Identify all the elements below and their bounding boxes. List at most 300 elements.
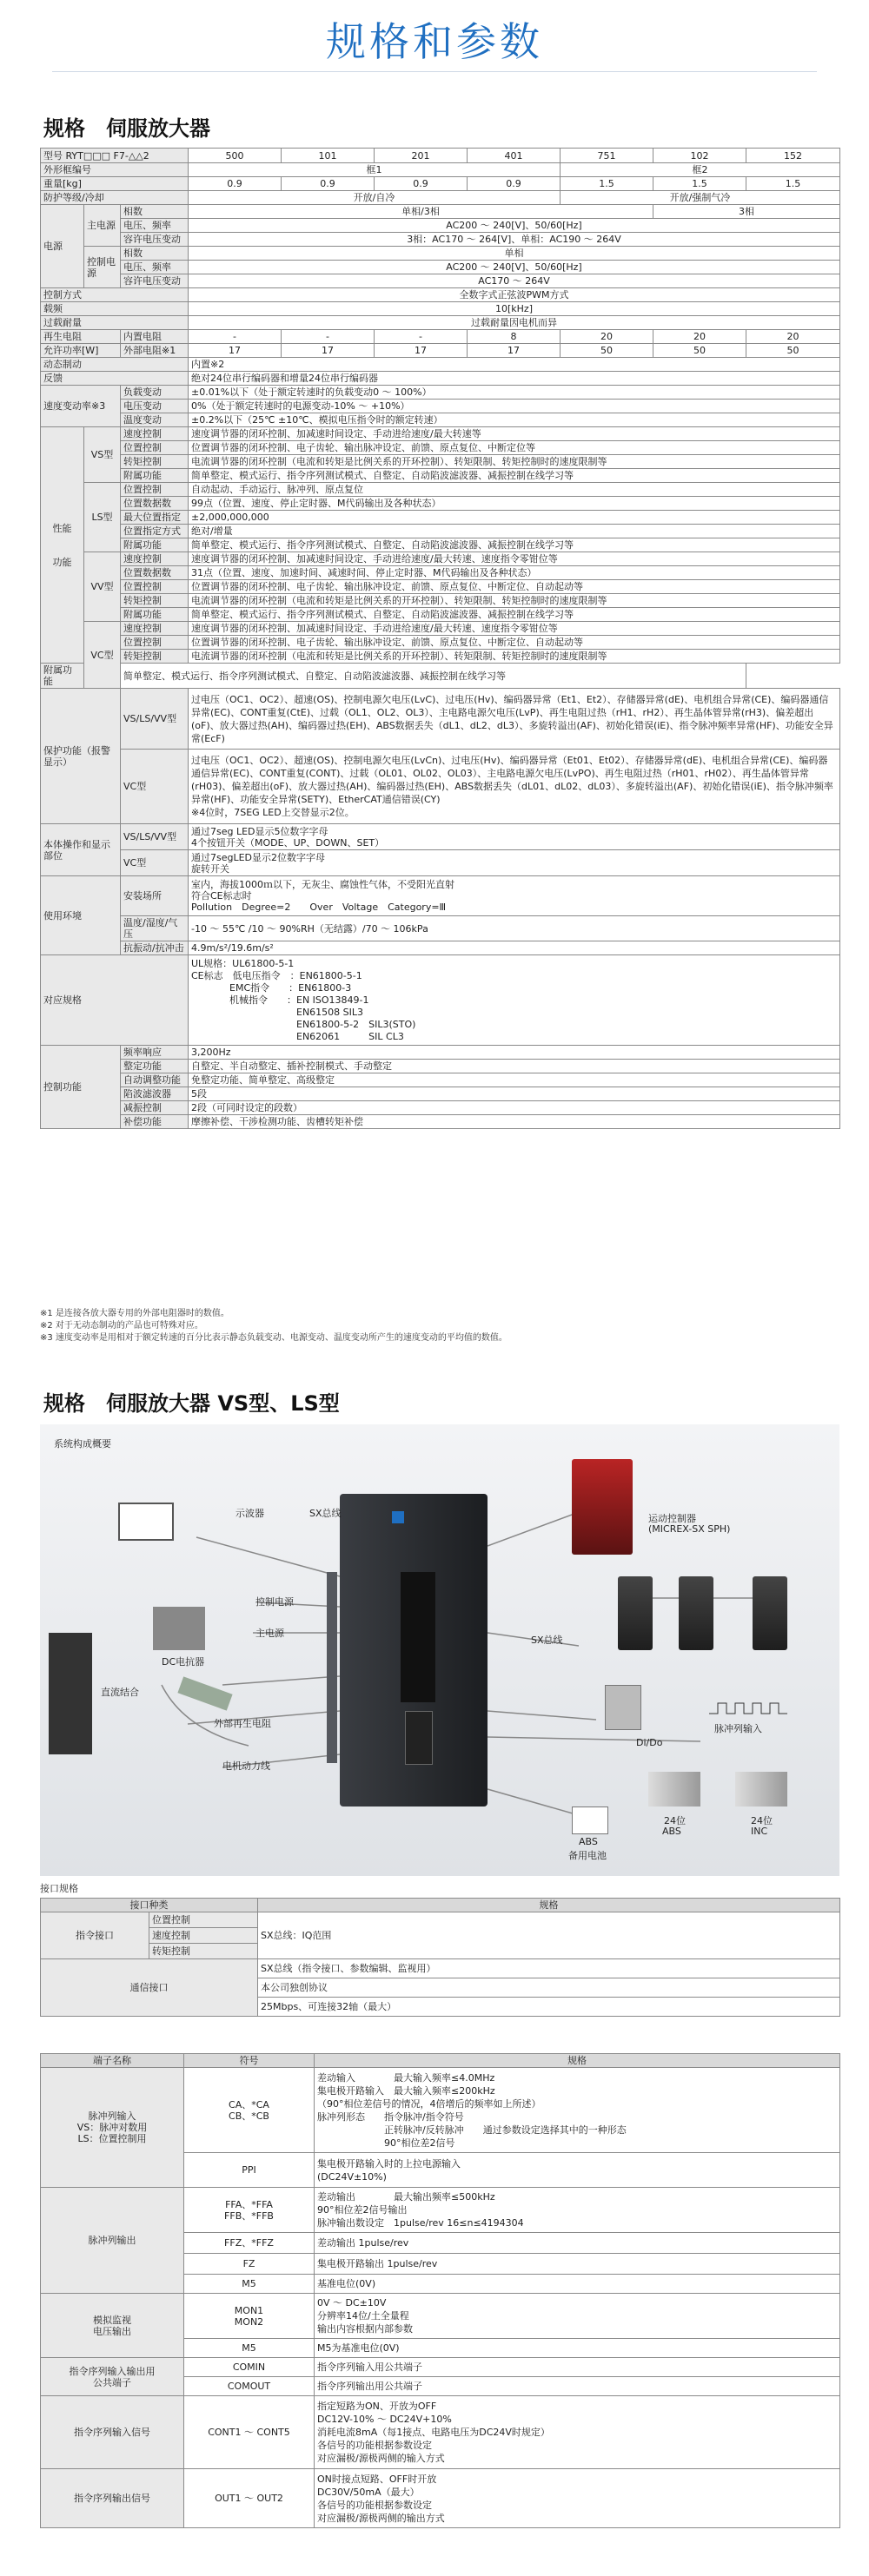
servo-amplifier-image: [340, 1494, 488, 1807]
vv-torque: 电流调节器的闭环控制（电流和转矩是比例关系的开环控制）、转矩限制、转矩控制时的速度限制等: [189, 594, 840, 608]
protect2: 开放/强制气冷: [561, 191, 840, 205]
footnotes: [40, 1308, 839, 1344]
volt-var: 0%（处于额定转速时的电源变动-10% ～ +10%）: [189, 400, 840, 413]
if-pos: 位置控制: [149, 1912, 258, 1928]
mon-line: 输出内容根据内部参数: [317, 2323, 413, 2335]
ctrl-phase: 单相: [189, 247, 840, 261]
mon-spec: [315, 2294, 840, 2339]
inc-motor-image: [735, 1772, 787, 1807]
pulse-in-label: 脉冲列输入 VS：脉冲对数用 LS：位置控制用: [41, 2068, 184, 2188]
regen-int-cell: 20: [561, 330, 653, 344]
main-power-label: 主电源: [84, 205, 121, 247]
m5b-spec: M5为基准电位(0V): [315, 2339, 840, 2358]
footnote: ※2 对于无动态制动的产品也可特殊对应。: [40, 1321, 203, 1331]
model-label: 型号 RYT□□□ F7-△△2: [41, 149, 189, 163]
feedback-label: 反馈: [41, 372, 189, 386]
row-vc-torque: [41, 650, 840, 664]
power-label: 电源: [41, 205, 84, 288]
comm1: SX总线（指令接口、参数编辑、监视用）: [258, 1959, 840, 1978]
row-vs-torque: [41, 455, 840, 469]
analog-label: 模拟监视 电压输出: [41, 2294, 184, 2358]
inc-type: INC: [751, 1826, 768, 1837]
if-speed: 速度控制: [149, 1928, 258, 1944]
footnote: ※3 速度变动率是用相对于额定转速的百分比表示静态负载变动、电源变动、温度变动所产生的速度变动的平均值的数值。: [40, 1333, 507, 1343]
row-auto: [41, 1073, 840, 1087]
temp-label: 温度/湿度/气压: [121, 916, 189, 941]
main-title: 规格和参数: [326, 18, 543, 65]
system-diagram: [40, 1424, 839, 1876]
servo-unit-image: [753, 1576, 787, 1650]
regen-ext-label: 外部电阻※1: [121, 344, 189, 358]
row-prot-vs: [41, 689, 840, 750]
std-line: EMC指令 ：EN61800-3: [191, 981, 352, 994]
std-line: CE标志 低电压指令 ：EN61800-5-1: [191, 969, 362, 981]
out-sym: OUT1 ～ OUT2: [184, 2469, 315, 2528]
regen-ext-cell: 17: [375, 344, 468, 358]
inc-bits: 24位: [751, 1815, 773, 1826]
vs-label: VS型: [84, 427, 121, 483]
vc-label: VC型: [84, 622, 121, 689]
prot-label: 保护功能（报警显示）: [41, 689, 121, 824]
func-label: 功能: [52, 556, 72, 568]
row-vib: [41, 941, 840, 955]
model-401: 401: [468, 149, 561, 163]
ls-data: 99点（位置、速度、停止定时器、M代码输出及各种状态）: [189, 497, 840, 511]
row-ctrl-method: [41, 288, 840, 302]
t-hdr-spec: 规格: [315, 2054, 840, 2068]
std-label: 对应规格: [41, 955, 189, 1046]
freq-label: 频率响应: [121, 1046, 189, 1060]
motor-power-label: 电机动力线: [222, 1760, 270, 1772]
row-disp-vc: [41, 850, 840, 876]
connector-panel: [401, 1572, 435, 1702]
notch-label: 陷波滤波器: [121, 1087, 189, 1101]
t-row-cont: [41, 2396, 840, 2469]
footnote: ※1 是连接各放大器专用的外部电阻器时的数值。: [40, 1309, 229, 1318]
terminal-block: [327, 1572, 337, 1763]
std-line: EN61508 SIL3: [191, 1006, 364, 1018]
ctrl-func-label: 控制功能: [41, 1046, 121, 1129]
row-frame: [41, 163, 840, 177]
t-row-ffa: [41, 2188, 840, 2233]
row-ctrl-volt: [41, 261, 840, 274]
comin-sym: COMIN: [184, 2358, 315, 2377]
seq-in-label: 指令序列输入信号: [41, 2396, 184, 2469]
row-protect: [41, 191, 840, 205]
cmd-if-label: 指令接口: [41, 1912, 149, 1959]
row-regen-int: [41, 330, 840, 344]
oscilloscope-image: [118, 1503, 174, 1541]
servo-unit-image: [679, 1576, 713, 1650]
row-vv-pos: [41, 580, 840, 594]
brand-logo: [392, 1511, 404, 1523]
env-label: 使用环境: [41, 876, 121, 955]
comp: 摩擦补偿、干涉检测功能、齿槽转矩补偿: [189, 1115, 840, 1129]
interface-table: [40, 1898, 840, 2017]
row-prot-vc: [41, 750, 840, 824]
vs-speed: 速度调节器的闭环控制、加减速时间设定、手动进给速度/最大转速等: [189, 427, 840, 441]
vv-pos: 位置调节器的闭环控制、电子齿轮、输出脉冲设定、前馈、原点复位、中断定位、自动起动等: [189, 580, 840, 594]
std-line: UL规格：UL61800-5-1: [191, 957, 295, 969]
common-label: 指令序列输入输出用 公共端子: [41, 2358, 184, 2396]
ctrl-power-label: 控制电源: [255, 1596, 294, 1608]
out-spec: [315, 2469, 840, 2528]
comm3: 25Mbps、可连接32轴（最大）: [258, 1998, 840, 2017]
mon-sym: MON1 MON2: [184, 2294, 315, 2339]
damp-label: 减振控制: [121, 1101, 189, 1115]
model-152: 152: [746, 149, 840, 163]
row-damp: [41, 1101, 840, 1115]
seq-out-label: 指令序列输出信号: [41, 2469, 184, 2528]
dc-bond-label: 直流结合: [101, 1687, 139, 1698]
weight-cell: 1.5: [561, 177, 653, 191]
speed-ctrl-label: 速度控制: [121, 427, 189, 441]
t-header: [41, 2054, 840, 2068]
ffa-line: 差动输出 最大输出频率≤500kHz: [317, 2191, 495, 2203]
ca-line: 正转脉冲/反转脉冲 通过参数设定选择其中的一种形态: [317, 2124, 627, 2136]
row-feedback: [41, 372, 840, 386]
phase-label: 相数: [121, 205, 189, 219]
ls-spec: 绝对/增量: [189, 525, 840, 538]
vs-torque: 电流调节器的闭环控制（电流和转矩是比例关系的开环控制）、转矩限制、转矩控制时的速度限制等: [189, 455, 840, 469]
m5-sym: M5: [184, 2275, 315, 2294]
model-751: 751: [561, 149, 653, 163]
speed-ctrl-label: 速度控制: [121, 622, 189, 636]
pos-ctrl-label: 位置控制: [121, 441, 189, 455]
damp: 2段（可同时设定的段数）: [189, 1101, 840, 1115]
row-load-var: [41, 386, 840, 400]
weight-cell: 0.9: [282, 177, 375, 191]
row-vv-speed: [41, 552, 840, 566]
if-hdr-type: 接口种类: [41, 1899, 258, 1912]
install-line: 符合CE标志时: [191, 890, 252, 902]
auto-label: 自动调整功能: [121, 1073, 189, 1087]
ca-line: 90°相位差2信号: [317, 2137, 455, 2149]
pulse-in-label: 脉冲列输入: [714, 1723, 762, 1734]
row-vv-torque: [41, 594, 840, 608]
regen-ext-cell: 17: [468, 344, 561, 358]
regen-allow-label: 允许功率[W]: [41, 344, 121, 358]
overview-label: 系统构成概要: [54, 1438, 111, 1450]
row-vs-pos: [41, 441, 840, 455]
scope-label: 示波器: [235, 1508, 264, 1519]
model-101: 101: [282, 149, 375, 163]
regen-label: 再生电阻: [41, 330, 121, 344]
abs-type: ABS: [662, 1826, 681, 1837]
row-brake: [41, 358, 840, 372]
battery-image: [572, 1807, 608, 1834]
spec-table: [40, 148, 840, 1129]
dc-reactor-image: [153, 1607, 205, 1650]
weight-cell: 1.5: [746, 177, 840, 191]
row-notch: [41, 1087, 840, 1101]
ctrl-allow: AC170 ～ 264V: [189, 274, 840, 288]
comin-spec: 指令序列输入用公共端子: [315, 2358, 840, 2377]
notch: 5段: [189, 1087, 840, 1101]
row-weight: [41, 177, 840, 191]
row-tune: [41, 1060, 840, 1073]
prot-vs-label: VS/LS/VV型: [121, 689, 189, 750]
std-line: EN61800-5-2 SIL3(STO): [191, 1018, 416, 1030]
comout-spec: 指令序列输出用公共端子: [315, 2377, 840, 2396]
ppi-line: 集电极开路输入时的上拉电源输入: [317, 2157, 461, 2170]
allow-label: 容许电压变动: [121, 274, 189, 288]
comm2: 本公司独创协议: [258, 1978, 840, 1998]
pos-spec-label: 位置指定方式: [121, 525, 189, 538]
dc-reactor-label: DC电抗器: [162, 1656, 205, 1668]
weight-cell: 0.9: [375, 177, 468, 191]
disp-vc-label: VC型: [121, 850, 189, 876]
fz-sym: FZ: [184, 2254, 315, 2275]
cont-line: 对应漏极/源极两侧的输入方式: [317, 2453, 445, 2464]
section1-title: 规格 伺服放大器: [43, 116, 210, 141]
add-func-label: 附属功能: [41, 664, 84, 689]
regen-ext-cell: 50: [746, 344, 840, 358]
ls-label: LS型: [84, 483, 121, 552]
feedback: 绝对24位串行编码器和增量24位串行编码器: [189, 372, 840, 386]
ffz-sym: FFZ、*FFZ: [184, 2233, 315, 2254]
out-line: ON时接点短路、OFF时开放: [317, 2473, 437, 2485]
load-var: ±0.01%以下（处于额定转速时的负载变动0 ～ 100%）: [189, 386, 840, 400]
disp-vs-line: 4个按钮开关（MODE、UP、DOWN、SET）: [191, 836, 385, 849]
row-main-phase: [41, 205, 840, 219]
carrier-label: 载频: [41, 302, 189, 316]
regen-ext-cell: 50: [561, 344, 653, 358]
temp-var-label: 温度变动: [121, 413, 189, 427]
std-line: 机械指令 ：EN ISO13849-1: [191, 994, 369, 1006]
auto: 免整定功能、简单整定、高级整定: [189, 1073, 840, 1087]
row-ctrl-phase: [41, 247, 840, 261]
row-disp-vs: [41, 824, 840, 850]
ctrl-method-label: 控制方式: [41, 288, 189, 302]
ffz-spec: 差动输出 1pulse/rev: [315, 2233, 840, 2254]
ffa-spec: [315, 2188, 840, 2233]
abs-bits: 24位: [664, 1815, 686, 1826]
cont-line: 各信号的功能根据参数设定: [317, 2440, 432, 2451]
brake-label: 动态制动: [41, 358, 189, 372]
section2-title: 规格 伺服放大器 VS型、LS型: [43, 1391, 340, 1416]
t-row-mon: [41, 2294, 840, 2339]
comp-label: 补偿功能: [121, 1115, 189, 1129]
row-std: [41, 955, 840, 1046]
temp: -10 ～ 55℃ /10 ～ 90%RH（无结露）/70 ～ 106kPa: [189, 916, 840, 941]
mon-line: 分辨率14位/土全量程: [317, 2310, 409, 2322]
prot-vc-cell: [189, 750, 840, 824]
pulse-out-label: 脉冲列输出: [41, 2188, 184, 2294]
weight-label: 重量[kg]: [41, 177, 189, 191]
row-ls-add: [41, 538, 840, 552]
regen-int-cell: -: [282, 330, 375, 344]
vib-label: 抗振动/抗冲击: [121, 941, 189, 955]
brake: 内置※2: [189, 358, 840, 372]
out-line: 各信号的功能根据参数设定: [317, 2499, 432, 2511]
carrier: 10[kHz]: [189, 302, 840, 316]
regen-int-cell: 20: [746, 330, 840, 344]
freq: 3,200Hz: [189, 1046, 840, 1060]
motion-controller-label: 运动控制器: [648, 1513, 696, 1524]
ffa-sym: FFA、*FFA FFB、*FFB: [184, 2188, 315, 2233]
perf-label: 性能: [52, 522, 72, 534]
dido-label: Di/Do: [636, 1737, 663, 1748]
row-ls-data: [41, 497, 840, 511]
protect-label: 防护等级/冷却: [41, 191, 189, 205]
row-comp: [41, 1115, 840, 1129]
regen-ext-cell: 50: [653, 344, 746, 358]
title-divider: [52, 71, 817, 72]
ca-sym: CA、*CA CB、*CB: [184, 2068, 315, 2153]
ppi-spec: [315, 2153, 840, 2188]
torque-ctrl-label: 转矩控制: [121, 594, 189, 608]
comm-if-label: 通信接口: [41, 1959, 258, 2017]
weight-cell: 0.9: [468, 177, 561, 191]
temp-var: ±0.2%以下（25℃ ±10℃、模拟电压指令时的额定转速）: [189, 413, 840, 427]
ppi-line: (DC24V±10%): [317, 2170, 387, 2183]
disp-vs-cell: [189, 824, 840, 850]
if-hdr-spec: 规格: [258, 1899, 840, 1912]
frame-label: 外形框编号: [41, 163, 189, 177]
tune-label: 整定功能: [121, 1060, 189, 1073]
model-201: 201: [375, 149, 468, 163]
disp-vc-line: 旋转开关: [191, 862, 229, 875]
prot-vs: 过电压（OC1、OC2）、超速(OS)、控制电源欠电压(LvC)、过电压(Hv)、编码器异常（Et1、Et2）、存储器异常(dE)、电机组合异常(CE)、编码器通信异常(EC)、CONT重复(CtE)、过载（OL1、OL2、OL3）、主电路电源欠电压(LvP)、再生电阻过热（rH1、rH2）、再生晶体管异常(rH3)、偏差超出(oF)、放大器过热(AH)、编码器过热(EH)、ABS数据丢失（dL1、dL2、dL3）、多旋转溢出(AF)、初始化错误(iE)、指令脉冲频率异常(HF)、功能安全异常(EcF): [189, 689, 840, 750]
motion-controller-model: (MICREX-SX SPH): [648, 1523, 731, 1535]
max-pos-label: 最大位置指定: [121, 511, 189, 525]
display-label: 本体操作和显示部位: [41, 824, 121, 876]
row-vv-data: [41, 566, 840, 580]
m5b-sym: M5: [184, 2339, 315, 2358]
regen-ext-cell: 17: [282, 344, 375, 358]
vc-add: 简单整定、模式运行、指令序列测试模式、自整定、自动陷波滤波器、减振控制在线学习等: [121, 664, 746, 689]
load-var-label: 负载变动: [121, 386, 189, 400]
phase-label: 相数: [121, 247, 189, 261]
sx-bus-label-2: SX总线: [531, 1635, 563, 1646]
perf-func-label: [41, 427, 84, 664]
if-header: [41, 1899, 840, 1912]
volt-label: 电压、频率: [121, 261, 189, 274]
phase1: 单相/3相: [189, 205, 653, 219]
speed-ctrl-label: 速度控制: [121, 552, 189, 566]
abs-motor-image: [648, 1772, 700, 1807]
weight-cell: 0.9: [189, 177, 282, 191]
cont-line: 指定短路为ON、开放为OFF: [317, 2401, 437, 2412]
std-line: EN62061 SIL CL3: [191, 1030, 404, 1042]
vv-speed: 速度调节器的闭环控制、加减速时间设定、手动进给速度/最大转速、速度指令零钳位等: [189, 552, 840, 566]
pos-data-label: 位置数据数: [121, 497, 189, 511]
regen-ext-cell: 17: [189, 344, 282, 358]
ppi-sym: PPI: [184, 2153, 315, 2188]
t-row-ca: [41, 2068, 840, 2153]
pos-data-label: 位置数据数: [121, 566, 189, 580]
torque-ctrl-label: 转矩控制: [121, 650, 189, 664]
disp-vc-cell: [189, 850, 840, 876]
vs-pos: 位置调节器的闭环控制、电子齿轮、输出脉冲设定、前馈、原点复位、中断定位等: [189, 441, 840, 455]
regen-int-cell: 20: [653, 330, 746, 344]
row-temp-var: [41, 413, 840, 427]
cont-line: DC12V-10% ～ DC24V+10%: [317, 2414, 452, 2425]
cont-line: 消耗电流8mA（每1接点、电路电压为DC24V时规定）: [317, 2427, 550, 2438]
ffa-line: 90°相位差2信号输出: [317, 2204, 408, 2216]
pos-ctrl-label: 位置控制: [121, 483, 189, 497]
phase2: 3相: [653, 205, 840, 219]
row-ctrl-allow: [41, 274, 840, 288]
add-func-label: 附属功能: [121, 538, 189, 552]
model-500: 500: [189, 149, 282, 163]
torque-ctrl-label: 转矩控制: [121, 455, 189, 469]
row-regen-ext: [41, 344, 840, 358]
vc-torque: 电流调节器的闭环控制（电流和转矩是比例关系的开环控制）、转矩限制、转矩控制时的速度限制等: [189, 650, 840, 664]
interface-title: 接口规格: [40, 1883, 78, 1894]
vv-data: 31点（位置、速度、加速时间、减速时间、停止定时器、M代码输出及各种状态）: [189, 566, 840, 580]
battery-label: 备用电池: [568, 1850, 607, 1861]
battery-abs-label: ABS: [579, 1836, 598, 1847]
ca-spec: [315, 2068, 840, 2153]
vib: 4.9m/s²/19.6m/s²: [189, 941, 840, 955]
motion-controller-image: [572, 1459, 633, 1555]
row-vs-add: [41, 469, 840, 483]
t-row-comin: [41, 2358, 840, 2377]
encoder-connector: [405, 1711, 433, 1765]
row-vc-pos: [41, 636, 840, 650]
vv-label: VV型: [84, 552, 121, 622]
out-line: DC30V/50mA（最大）: [317, 2486, 420, 2498]
frame2: 框2: [561, 163, 840, 177]
if-row-comm1: [41, 1959, 840, 1978]
pulse-train-icon: [709, 1701, 787, 1718]
row-vs-speed: [41, 427, 840, 441]
row-main-volt: [41, 219, 840, 233]
servo-amp-small-image: [49, 1633, 92, 1754]
tune: 自整定、半自动整定、插补控制模式、手动整定: [189, 1060, 840, 1073]
model-102: 102: [653, 149, 746, 163]
t-hdr-name: 端子名称: [41, 2054, 184, 2068]
row-freq: [41, 1046, 840, 1060]
vs-add: 简单整定、模式运行、指令序列测试模式、自整定、自动陷波滤波器、减振控制在线学习等: [189, 469, 840, 483]
mon-line: 0V ～ DC±10V: [317, 2297, 387, 2308]
row-ls-pos: [41, 483, 840, 497]
cont-sym: CONT1 ～ CONT5: [184, 2396, 315, 2469]
speed-var-label: 速度变动率※3: [41, 386, 121, 427]
overload: 过载耐量因电机而异: [189, 316, 840, 330]
regen-int-cell: 8: [468, 330, 561, 344]
row-install: [41, 876, 840, 916]
regen-int-label: 内置电阻: [121, 330, 189, 344]
ls-max: ±2,000,000,000: [189, 511, 840, 525]
row-model: [41, 149, 840, 163]
row-overload: [41, 316, 840, 330]
ext-resistor-label: 外部再生电阻: [214, 1718, 271, 1729]
volt-label: 电压、频率: [121, 219, 189, 233]
ctrl-power-label: 控制电源: [84, 247, 121, 288]
weight-cell: 1.5: [653, 177, 746, 191]
servo-unit-image: [618, 1576, 653, 1650]
prot-vc-label: VC型: [121, 750, 189, 824]
ca-line: 集电极开路输入 最大输入频率≤200kHz: [317, 2084, 495, 2097]
install-line: Pollution Degree=2 Over Voltage Category=Ⅲ: [191, 902, 447, 913]
frame1: 框1: [189, 163, 561, 177]
ctrl-volt: AC200 ～ 240[V]、50/60[Hz]: [189, 261, 840, 274]
row-vc-speed: [41, 622, 840, 636]
t-hdr-sym: 符号: [184, 2054, 315, 2068]
protect1: 开放/自冷: [189, 191, 561, 205]
terminal-table: [40, 2053, 840, 2528]
regen-int-cell: -: [189, 330, 282, 344]
comout-sym: COMOUT: [184, 2377, 315, 2396]
ls-pos: 自动起动、手动运行、脉冲列、原点复位: [189, 483, 840, 497]
install-cell: [189, 876, 840, 916]
disp-vs-label: VS/LS/VV型: [121, 824, 189, 850]
overload-label: 过载耐量: [41, 316, 189, 330]
if-torque: 转矩控制: [149, 1944, 258, 1959]
